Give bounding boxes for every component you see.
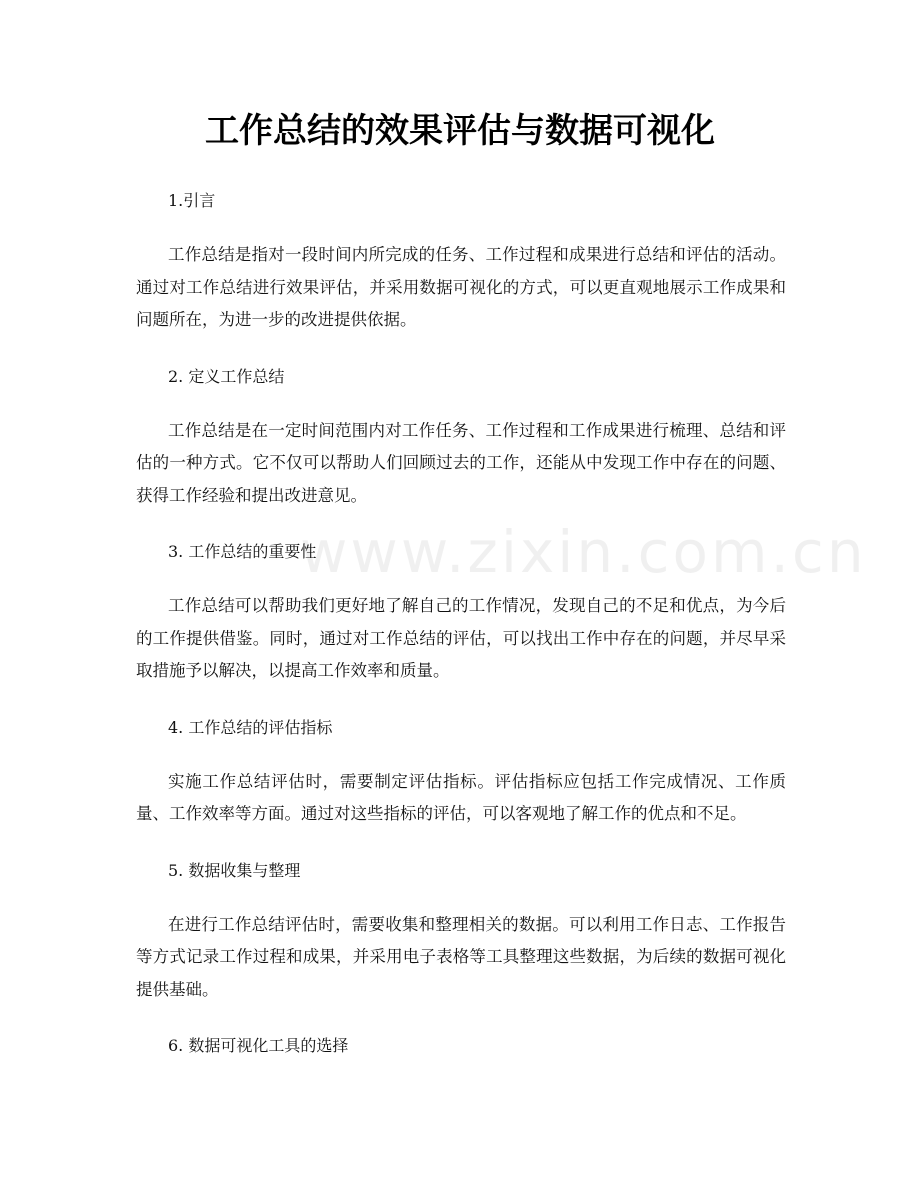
section-heading: 2. 定义工作总结 — [168, 366, 285, 386]
section-heading: 4. 工作总结的评估指标 — [168, 717, 333, 737]
section-heading: 1.引言 — [168, 191, 216, 210]
section-heading: 3. 工作总结的重要性 — [168, 542, 317, 561]
section-heading: 6. 数据可视化工具的选择 — [168, 1036, 349, 1055]
section-paragraph: 在进行工作总结评估时，需要收集和整理相关的数据。可以利用工作日志、工作报告等方式记录工作过程和成果，并采用电子表格等工具整理这些数据，为后续的数据可视化提供基础。 — [136, 914, 786, 999]
document-body — [136, 185, 786, 1062]
section-paragraph: 工作总结是在一定时间范围内对工作任务、工作过程和工作成果进行梳理、总结和评估的一种方式。它不仅可以帮助人们回顾过去的工作，还能从中发现工作中存在的问题、获得工作经验和提出改进意见。 — [136, 420, 786, 505]
section-paragraph: 实施工作总结评估时，需要制定评估指标。评估指标应包括工作完成情况、工作质量、工作效率等方面。通过对这些指标的评估，可以客观地了解工作的优点和不足。 — [136, 771, 786, 823]
watermark: www.zixin.com.cn — [300, 518, 867, 586]
section-heading: 5. 数据收集与整理 — [168, 860, 301, 880]
section-paragraph: 工作总结是指对一段时间内所完成的任务、工作过程和成果进行总结和评估的活动。通过对工作总结进行效果评估，并采用数据可视化的方式，可以更直观地展示工作成果和问题所在，为进一步的改进提供依据。 — [136, 245, 786, 329]
section-paragraph: 工作总结可以帮助我们更好地了解自己的工作情况，发现自己的不足和优点，为今后的工作提供借鉴。同时，通过对工作总结的评估，可以找出工作中存在的问题，并尽早采取措施予以解决，以提高工作效率和质量。 — [136, 596, 786, 680]
document-title: 工作总结的效果评估与数据可视化 — [205, 111, 715, 151]
